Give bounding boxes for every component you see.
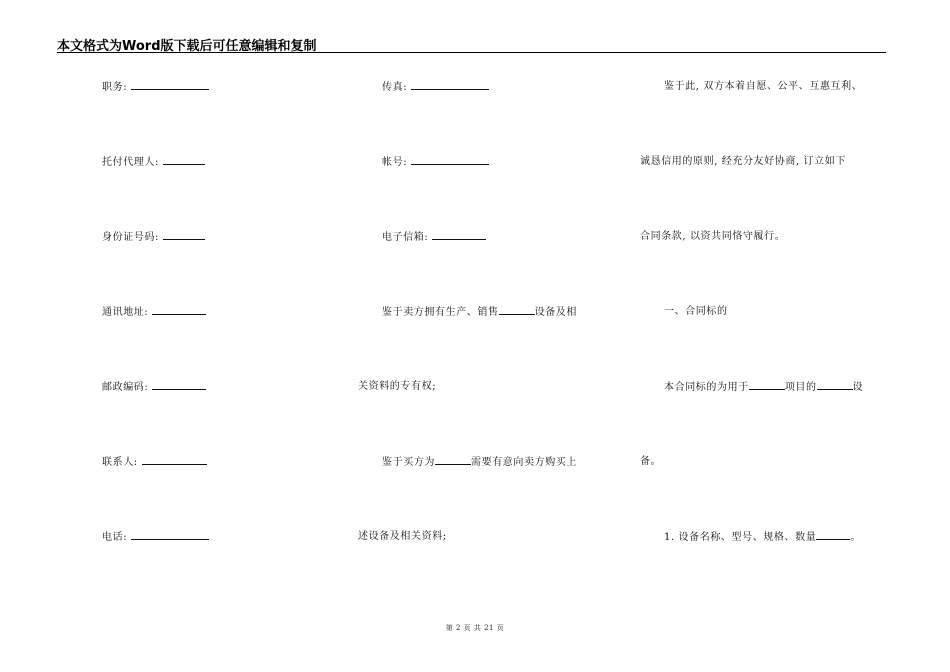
fill-blank — [499, 305, 535, 315]
fill-blank — [817, 380, 853, 390]
fill-blank — [163, 230, 205, 240]
clause-preamble-1 — [664, 80, 862, 93]
field-id-number — [102, 230, 205, 244]
field-label: 身份证号码: — [102, 232, 159, 243]
field-label: 通讯地址: — [102, 307, 149, 318]
recital-text: 鉴于卖方拥有生产、销售 — [382, 307, 499, 318]
fill-blank — [152, 305, 206, 315]
fill-blank — [131, 530, 209, 540]
section-heading-contract-subject — [664, 305, 728, 318]
field-label: 传真: — [382, 82, 408, 93]
clause-text: 设 — [852, 382, 864, 393]
field-phone — [102, 530, 209, 544]
recital-seller-cont — [358, 380, 436, 393]
section-heading: 一、合同标的 — [664, 306, 728, 317]
clause-preamble-3 — [640, 230, 785, 243]
clause-text: 。 — [850, 532, 861, 543]
clause-subject — [664, 380, 863, 394]
fill-blank — [142, 455, 207, 465]
clause-text: 鉴于此, 双方本着自愿、公平、互惠互利、 — [664, 81, 863, 92]
recital-text: 设备及相 — [534, 307, 578, 318]
field-label: 电子信箱: — [382, 232, 429, 243]
header-divider — [57, 52, 886, 53]
field-account — [382, 155, 489, 169]
recital-text: 关资料的专有权; — [358, 381, 437, 392]
field-label: 电话: — [102, 532, 128, 543]
field-agent — [102, 155, 205, 169]
recital-buyer-cont — [358, 530, 447, 543]
fill-blank — [152, 380, 206, 390]
recital-text: 鉴于买方为 — [382, 457, 435, 468]
clause-text: 1. 设备名称、型号、规格、数量 — [664, 532, 817, 543]
recital-buyer — [382, 455, 577, 469]
clause-text: 诚恳信用的原则, 经充分友好协商, 订立如下 — [640, 156, 846, 167]
recital-seller — [382, 305, 577, 319]
field-label: 邮政编码: — [102, 382, 149, 393]
clause-text: 备。 — [640, 456, 662, 467]
field-contact — [102, 455, 207, 469]
clause-text: 项目的 — [784, 382, 817, 393]
clause-subject-cont — [640, 455, 661, 468]
field-postcode — [102, 380, 206, 394]
field-label: 托付代理人: — [102, 157, 159, 168]
recital-text: 述设备及相关资料; — [358, 531, 447, 542]
fill-blank — [411, 155, 489, 165]
field-label: 职务: — [102, 82, 128, 93]
field-address — [102, 305, 206, 319]
field-position — [102, 80, 209, 94]
fill-blank — [432, 230, 486, 240]
recital-text: 需要有意向卖方购买上 — [471, 457, 577, 468]
fill-blank — [435, 455, 471, 465]
fill-blank — [816, 530, 850, 540]
page-header-title: 本文格式为Word版下载后可任意编辑和复制 — [57, 39, 317, 54]
page-number-footer: 第 2 页 共 21 页 — [445, 624, 505, 632]
field-label: 帐号: — [382, 157, 408, 168]
field-fax — [382, 80, 489, 94]
clause-preamble-2 — [640, 155, 846, 168]
clause-text: 本合同标的为用于 — [664, 382, 749, 393]
clause-text: 合同条款, 以资共同恪守履行。 — [640, 231, 786, 242]
field-email — [382, 230, 486, 244]
field-label: 联系人: — [102, 457, 138, 468]
fill-blank — [163, 155, 205, 165]
fill-blank — [131, 80, 209, 90]
clause-equipment-name — [664, 530, 861, 544]
fill-blank — [749, 380, 785, 390]
fill-blank — [411, 80, 489, 90]
